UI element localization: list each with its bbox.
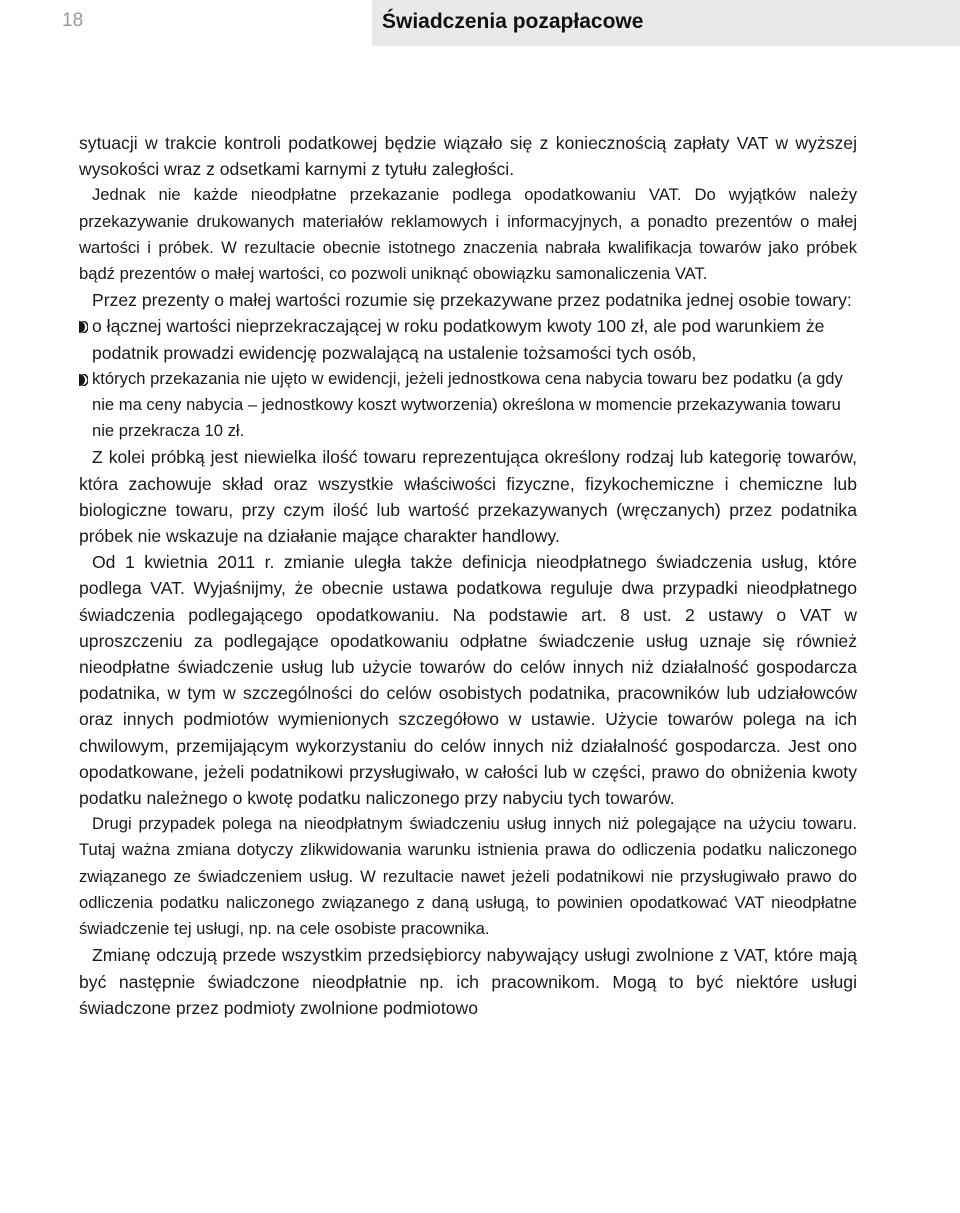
- paragraph-7: Zmianę odczują przede wszystkim przedsiębiorcy nabywający usługi zwolnione z VAT, które mają być następnie świadczone nieodpłatnie np. ich pracownikom. Mogą to być niektóre usługi świadczone przez podmioty zwolnione podmiotowo: [79, 945, 857, 1018]
- list-item-text: o łącznej wartości nieprzekraczającej w roku podatkowym kwoty 100 zł, ale pod warunkiem że podatnik prowadzi ewidencję pozwalającą na ustalenie tożsamości tych osób,: [92, 316, 825, 363]
- paragraph-2: Jednak nie każde nieodpłatne przekazanie podlega opodatkowaniu VAT. Do wyjątków należy przekazywanie drukowanych materiałów reklamowych i informacyjnych, a ponadto prezentów o małej wartości i próbek. W rezultacie obecnie istotnego znaczenia nabrała kwalifikacja towarów jako próbek bądź prezentów o małej wartości, co pozwoli uniknąć obowiązku samonaliczenia VAT.: [79, 185, 857, 284]
- running-title: Świadczenia pozapłacowe: [382, 10, 644, 33]
- list-item-text: których przekazania nie ujęto w ewidencji, jeżeli jednostkowa cena nabycia towaru bez podatku (a gdy nie ma ceny nabycia – jednostkowy koszt wytworzenia) określona w momencie przekazywania towaru nie przekracza 10 zł.: [92, 368, 843, 441]
- half-circle-bullet-icon: [79, 374, 88, 386]
- paragraph-5: Od 1 kwietnia 2011 r. zmianie uległa także definicja nieodpłatnego świadczenia usług, które podlega VAT. Wyjaśnijmy, że obecnie ustawa podatkowa reguluje dwa przypadki nieodpłatnego świadczenia podlegającego opodatkowaniu. Na podstawie art. 8 ust. 2 ustawy o VAT w uproszczeniu za podlegające opodatkowaniu odpłatne świadczenie usług uznaje się również nieodpłatne świadczenie usług lub użycie towarów do celów innych niż działalność gospodarcza podatnika, w tym w szczególności do celów osobistych podatnika, pracowników lub udziałowców oraz innych podmiotów wymienionych szczegółowo w ustawie. Użycie towarów polega na ich chwilowym, przemijającym wykorzystaniu do celów innych niż działalność gospodarcza. Jest ono opodatkowane, jeżeli podatnikowi przysługiwało, w całości lub w części, prawo do obniżenia kwoty podatku należnego o kwotę podatku naliczonego przy nabyciu tych towarów.: [79, 552, 857, 809]
- paragraph-3: Przez prezenty o małej wartości rozumie się przekazywane przez podatnika jednej osobie towary:: [92, 290, 852, 311]
- page-header: [0, 0, 960, 46]
- paragraph-6: Drugi przypadek polega na nieodpłatnym świadczeniu usług innych niż polegające na użyciu towaru. Tutaj ważna zmiana dotyczy zlikwidowania warunku istnienia prawa do odliczenia podatku naliczonego związanego ze świadczeniem usług. W rezultacie nawet jeżeli podatnikowi nie przysługiwało prawo do odliczenia podatku naliczonego związanego z daną usługą, to powinien opodatkować VAT nieodpłatne świadczenie tej usługi, np. na cele osobiste pracownika.: [79, 814, 857, 939]
- paragraph-4: Z kolei próbką jest niewielka ilość towaru reprezentująca określony rodzaj lub kategorię towarów, która zachowuje skład oraz wszystkie właściwości fizyczne, fizykochemiczne i chemiczne lub biologiczne towaru, przy czym ilość lub wartość przekazywanych (wręczanych) przez podatnika próbek nie wskazuje na działanie mające charakter handlowy.: [79, 447, 857, 547]
- half-circle-bullet-icon: [79, 321, 88, 333]
- list-item: [79, 313, 857, 365]
- bullet-list: [79, 313, 857, 444]
- page-number-area: [0, 0, 372, 46]
- page-body: [79, 130, 857, 1021]
- page-number: 18: [62, 10, 84, 31]
- running-title-bar: [372, 0, 960, 46]
- list-item: [79, 366, 857, 445]
- paragraph-1: sytuacji w trakcie kontroli podatkowej będzie wiązało się z koniecznością zapłaty VAT w wyższej wysokości wraz z odsetkami karnymi z tytułu zaległości.: [79, 133, 857, 180]
